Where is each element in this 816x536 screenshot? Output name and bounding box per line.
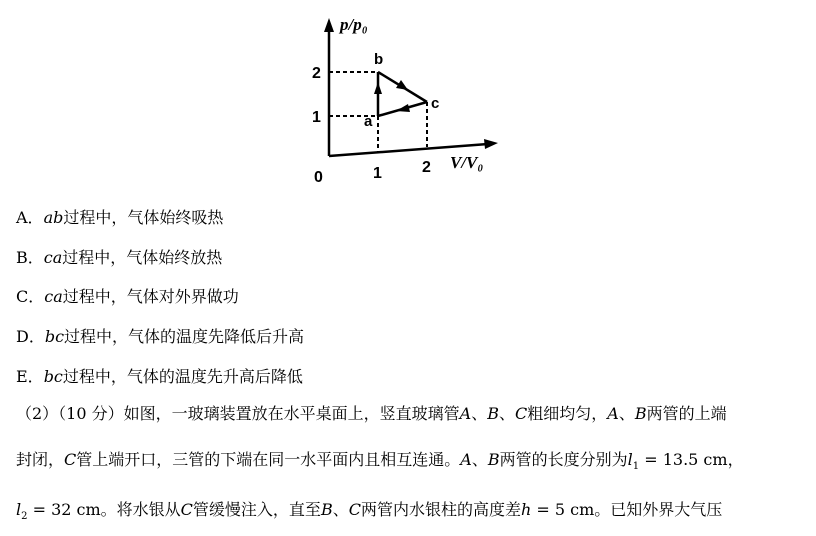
option-letter: B． bbox=[16, 248, 44, 267]
var-c: C bbox=[64, 450, 77, 469]
separator: 、 bbox=[332, 500, 349, 519]
var-b: B bbox=[320, 500, 333, 519]
var-l1: l bbox=[627, 450, 633, 469]
option-var: ab bbox=[43, 208, 64, 227]
point-a-label: a bbox=[364, 113, 373, 130]
point-c-label: c bbox=[431, 95, 440, 112]
problem-text: 管上端开口，三管的下端在同一水平面内且相互连通。 bbox=[76, 450, 461, 469]
var-h: h bbox=[520, 500, 532, 519]
x-axis-arrow-icon bbox=[484, 139, 498, 149]
var-a: A bbox=[607, 404, 619, 423]
x-tick-1: 1 bbox=[373, 165, 382, 182]
problem-text: 两管的长度分别为 bbox=[499, 450, 628, 469]
origin-label: 0 bbox=[314, 169, 323, 186]
value-l1: = 13.5 cm， bbox=[639, 450, 744, 469]
option-var: ca bbox=[44, 287, 63, 306]
var-b: B bbox=[634, 404, 647, 423]
separator: 、 bbox=[471, 404, 488, 423]
separator: 、 bbox=[618, 404, 635, 423]
problem-text: 粗细均匀， bbox=[527, 404, 608, 423]
subscript: 1 bbox=[632, 461, 640, 473]
arrow-ca-icon bbox=[396, 104, 410, 112]
option-var: ca bbox=[43, 248, 63, 267]
separator: 、 bbox=[498, 404, 515, 423]
problem-text: 两管内水银柱的高度差 bbox=[360, 500, 521, 519]
x-axis-label: V/V₀ bbox=[450, 153, 484, 172]
problem-text: 封闭， bbox=[16, 450, 65, 469]
var-a: A bbox=[459, 404, 472, 423]
option-text: 过程中，气体始终吸热 bbox=[63, 208, 224, 227]
var-l2: l bbox=[16, 500, 22, 519]
var-c: C bbox=[180, 500, 193, 519]
problem-line-1 bbox=[16, 404, 727, 424]
x-tick-2: 2 bbox=[422, 159, 431, 176]
option-e bbox=[16, 367, 303, 387]
option-letter: A． bbox=[16, 208, 44, 227]
option-letter: E． bbox=[16, 367, 44, 386]
option-var: bc bbox=[43, 367, 63, 386]
option-a bbox=[16, 208, 223, 228]
var-c: C bbox=[515, 404, 528, 423]
problem-text: 。已知外界大气压 bbox=[594, 500, 723, 519]
separator: 、 bbox=[471, 450, 488, 469]
value-l2: = 32 cm bbox=[27, 500, 101, 519]
var-b: B bbox=[487, 404, 499, 423]
option-text: 过程中，气体始终放热 bbox=[62, 248, 223, 267]
subscript: 2 bbox=[21, 511, 28, 523]
y-tick-2: 2 bbox=[312, 65, 321, 82]
arrow-ab-icon bbox=[374, 82, 382, 94]
pv-diagram bbox=[300, 6, 530, 190]
option-letter: D． bbox=[16, 327, 45, 346]
y-tick-1: 1 bbox=[312, 109, 321, 126]
option-text: 过程中，气体对外界做功 bbox=[62, 287, 239, 306]
option-text: 过程中，气体的温度先降低后升高 bbox=[64, 327, 305, 346]
problem-text: （2）（10 分）如图，一玻璃装置放在水平桌面上，竖直玻璃管 bbox=[16, 404, 460, 423]
option-b bbox=[16, 248, 222, 268]
problem-text: 。将水银从 bbox=[100, 500, 181, 519]
problem-line-2 bbox=[16, 450, 744, 477]
problem-line-3 bbox=[16, 500, 722, 527]
point-b-label: b bbox=[374, 51, 384, 68]
var-b: B bbox=[487, 450, 500, 469]
problem-text: 两管的上端 bbox=[646, 404, 727, 423]
option-letter: C． bbox=[16, 287, 45, 306]
y-axis-label: p/p₀ bbox=[340, 15, 368, 34]
problem-text: 管缓慢注入，直至 bbox=[192, 500, 321, 519]
y-axis-arrow-icon bbox=[324, 18, 334, 32]
var-c: C bbox=[348, 500, 361, 519]
option-var: bc bbox=[44, 327, 65, 346]
option-text: 过程中，气体的温度先升高后降低 bbox=[62, 367, 303, 386]
value-h: = 5 cm bbox=[531, 500, 595, 519]
option-c bbox=[16, 287, 239, 307]
option-d bbox=[16, 327, 304, 347]
var-a: A bbox=[460, 450, 472, 469]
